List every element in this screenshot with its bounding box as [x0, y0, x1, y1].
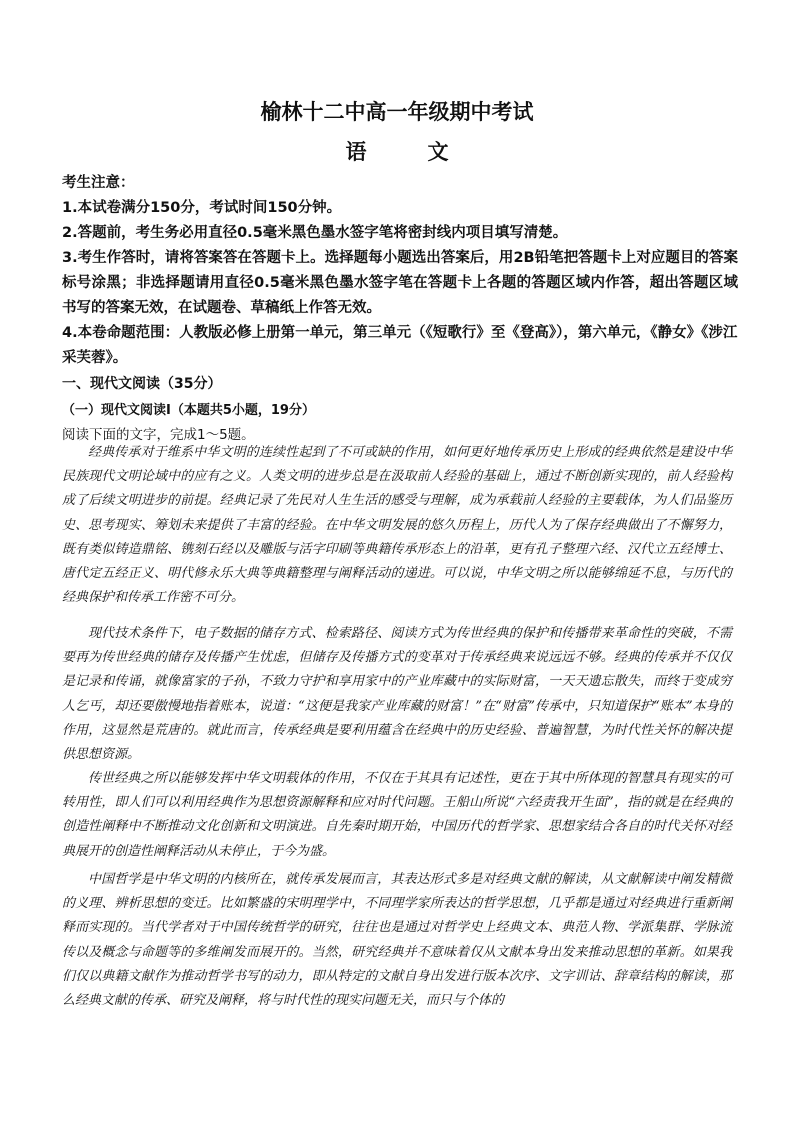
section-heading: 一、现代文阅读（35分） [62, 376, 222, 392]
notice-item-4: 4.本卷命题范围：人教版必修上册第一单元，第三单元（《短歌行》至《登高》），第六单元，《静女》《涉江采芙蓉》。 [62, 325, 738, 366]
notice-item-2: 2.答题前，考生务必用直径0.5毫米黑色墨水签字笔将密封线内项目填写清楚。 [62, 225, 568, 241]
notice-heading: 考生注意： [62, 175, 135, 191]
notice-item-3: 3.考生作答时，请将答案答在答题卡上。选择题每小题选出答案后，用2B铅笔把答题卡上对应题目的答案标号涂黑；非选择题请用直径0.5毫米黑色墨水签字笔在答题卡上各题的答题区域内作答，超出答题区域书写的答案无效，在试题卷、草稿纸上作答无效。 [62, 250, 738, 316]
passage-paragraph-4: 中国哲学是中华文明的内核所在，就传承发展而言，其表达形式多是对经典文献的解读，从文献解读中阐发精微的义理、辨析思想的变迁。比如繁盛的宋明理学中，不同理学家所表达的哲学思想，几乎都是通过对经典进行重新阐释而实现的。当代学者对于中国传统哲学的研究，往往也是通过对哲学史上经典文本、典范人物、学派集群、学脉流传以及概念与命题等的多维阐发而展开的。当然，研究经典并不意味着仅从文献本身出发来推动思想的革新。如果我们仅以典籍文献作为推动哲学书写的动力，即从特定的文献自身出发进行版本次序、文字训诂、辞章结构的解读，那么经典文献的传承、研究及阐释，将与时代性的现实问题无关，而只与个体的 [62, 872, 732, 1009]
passage-paragraph-3: 传世经典之所以能够发挥中华文明载体的作用，不仅在于其具有记述性，更在于其中所体现的智慧具有现实的可转用性，即人们可以利用经典作为思想资源解释和应对时代问题。王船山所说“六经责我开生面”，指的就是在经典的创造性阐释中不断推动文化创新和文明演进。自先秦时期开始，中国历代的哲学家、思想家结合各自的时代关怀对经典展开的创造性阐释活动从未停止，于今为盛。 [62, 771, 732, 859]
notice-item-1: 1.本试卷满分150分，考试时间150分钟。 [62, 200, 342, 216]
subject-title: 语 文 [345, 139, 469, 164]
passage-paragraph-2: 现代技术条件下，电子数据的储存方式、检索路径、阅读方式为传世经典的保护和传播带来革命性的突破，不需要再为传世经典的储存及传播产生忧虑，但储存及传播方式的变革对于传承经典来说远远不够。经典的传承并不仅仅是记录和传诵，就像富家的子孙，不致力守护和享用家中的产业库藏中的实际财富，一天天遗忘散失，而终于变成穷人乞丐，却还要傲慢地指着账本，说道：“这便是我家产业库藏的财富！”在“财富”传承中，只知道保护“账本”本身的作用，这显然是荒唐的。就此而言，传承经典是要利用蕴含在经典中的历史经验、普遍智慧，为时代性关怀的解决提供思想资源。 [62, 626, 732, 763]
reading-instruction: 阅读下面的文字，完成1～5题。 [62, 427, 255, 443]
section-subheading: （一）现代文阅读Ⅰ（本题共5小题，19分） [62, 403, 315, 418]
exam-title: 榆林十二中高一年级期中考试 [260, 99, 534, 124]
passage-paragraph-1: 经典传承对于维系中华文明的连续性起到了不可或缺的作用，如何更好地传承历史上形成的经典依然是建设中华民族现代文明论域中的应有之义。人类文明的进步总是在汲取前人经验的基础上，通过不断创新实现的，前人经验构成了后续文明进步的前提。经典记录了先民对人生生活的感受与理解，成为承载前人经验的主要载体，为人们品鉴历史、思考现实、筹划未来提供了丰富的经验。在中华文明发展的悠久历程上，历代人为了保存经典做出了不懈努力，既有类似铸造鼎铭、镌刻石经以及雕版与活字印刷等典籍传承形态上的沿革，更有孔子整理六经、汉代立五经博士、唐代定五经正义、明代修永乐大典等典籍整理与阐释活动的递进。可以说，中华文明之所以能够绵延不息，与历代的经典保护和传承工作密不可分。 [62, 445, 732, 606]
